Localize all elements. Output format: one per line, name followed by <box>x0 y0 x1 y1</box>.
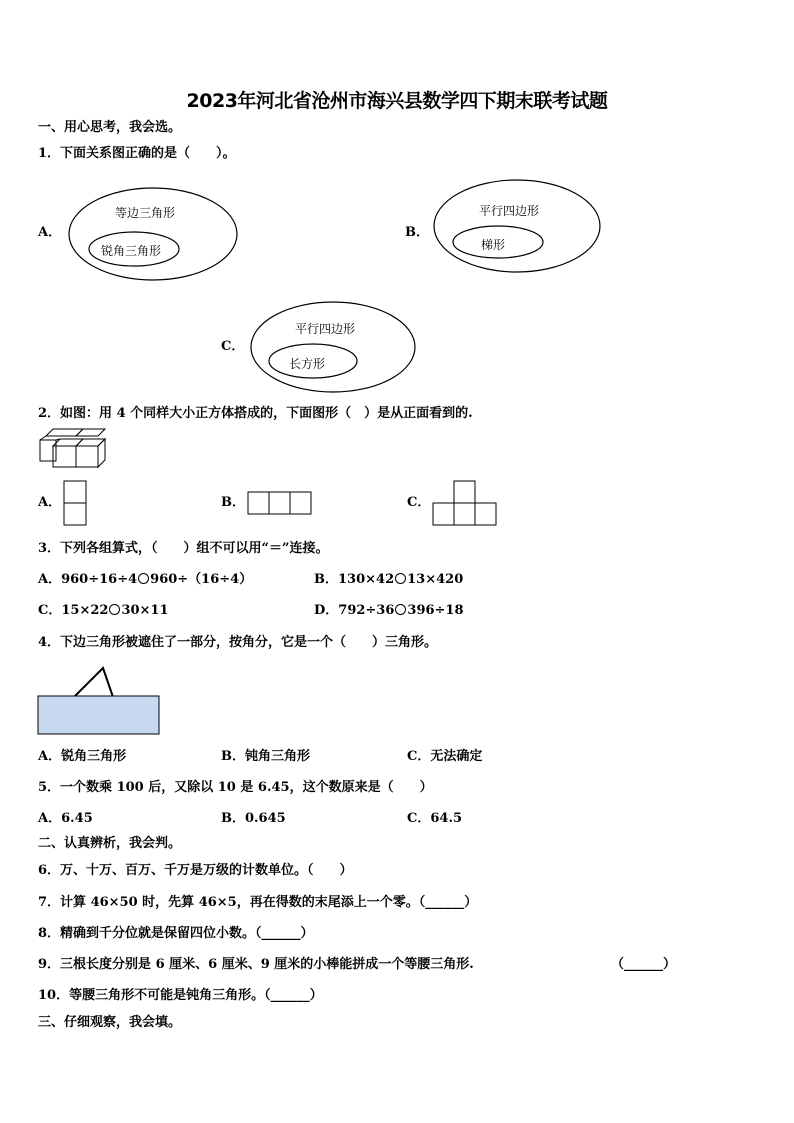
section-3-heading: 三、仔细观察，我会填。 <box>38 1015 182 1030</box>
q3-b-left: 130×42 <box>338 572 395 587</box>
q1-option-a-label: A． <box>38 225 62 240</box>
q1-b-outer-text: 平行四边形 <box>479 204 540 218</box>
q4-option-a: A．锐角三角形 <box>38 749 127 764</box>
q1-a-inner-text: 锐角三角形 <box>101 244 162 258</box>
q1-a-outer-text: 等边三角形 <box>115 206 176 220</box>
q6-statement: 6．万、十万、百万、千万是万级的计数单位。（ ） <box>38 863 353 878</box>
q3-d-left: 792÷36 <box>338 603 395 618</box>
q3-b-label: B． <box>314 572 338 587</box>
q5-option-a: A．6.45 <box>38 811 93 826</box>
q3-a-label: A． <box>38 572 62 587</box>
q5-option-c: C．64.5 <box>407 811 463 826</box>
q5-option-b: B．0.645 <box>221 811 286 826</box>
q9-answer-blank[interactable]: （______） <box>611 957 677 972</box>
q2-stem: 2．如图：用 4 个同样大小正方体搭成的，下面图形（ ）是从正面看到的. <box>38 406 473 421</box>
q5-stem: 5．一个数乘 100 后，又除以 10 是 6.45，这个数原来是（ ） <box>38 780 433 795</box>
q3-d-right: 396÷18 <box>407 603 464 618</box>
q4-cover-rectangle <box>38 696 159 734</box>
q3-b-right: 13×420 <box>407 572 464 587</box>
q1-option-b-label: B． <box>405 225 429 240</box>
q4-triangle-visible-part <box>74 668 113 697</box>
q3-a-left: 960÷16÷4 <box>61 572 138 587</box>
q3-c-label: C． <box>38 603 62 618</box>
q1-c-outer-text: 平行四边形 <box>295 322 356 336</box>
q3-c-right: 30×11 <box>121 603 169 618</box>
q8-statement: 8．精确到千分位就是保留四位小数。（______） <box>38 926 314 941</box>
q1-b-inner-text: 梯形 <box>481 238 506 252</box>
q1-c-inner-text: 长方形 <box>289 357 326 371</box>
q3-d-label: D． <box>314 603 339 618</box>
section-2-heading: 二、认真辨析，我会判。 <box>38 836 182 851</box>
q3-a-right: 960÷（16÷4） <box>150 572 253 587</box>
q4-option-c: C．无法确定 <box>407 749 483 764</box>
q2-option-b-label: B． <box>221 495 245 510</box>
q4-stem: 4．下边三角形被遮住了一部分，按角分，它是一个（ ）三角形。 <box>38 635 438 650</box>
q1-option-c-label: C． <box>221 339 245 354</box>
page-title: 2023年河北省沧州市海兴县数学四下期末联考试题 <box>186 90 608 112</box>
q10-statement: 10．等腰三角形不可能是钝角三角形。（______） <box>38 988 323 1003</box>
q9-statement: 9．三根长度分别是 6 厘米、6 厘米、9 厘米的小棒能拼成一个等腰三角形. <box>38 957 474 972</box>
section-1-heading: 一、用心思考，我会选。 <box>38 120 182 135</box>
q3-stem: 3．下列各组算式，（ ）组不可以用“＝”连接。 <box>38 541 329 556</box>
q2-option-a-label: A． <box>38 495 62 510</box>
q1-stem: 1．下面关系图正确的是（ ）。 <box>38 146 236 161</box>
q4-option-b: B．钝角三角形 <box>221 749 310 764</box>
q3-c-left: 15×22 <box>61 603 109 618</box>
q2-option-c-label: C． <box>407 495 431 510</box>
q7-statement: 7．计算 46×50 时，先算 46×5，再在得数的末尾添上一个零。（______） <box>38 895 478 910</box>
